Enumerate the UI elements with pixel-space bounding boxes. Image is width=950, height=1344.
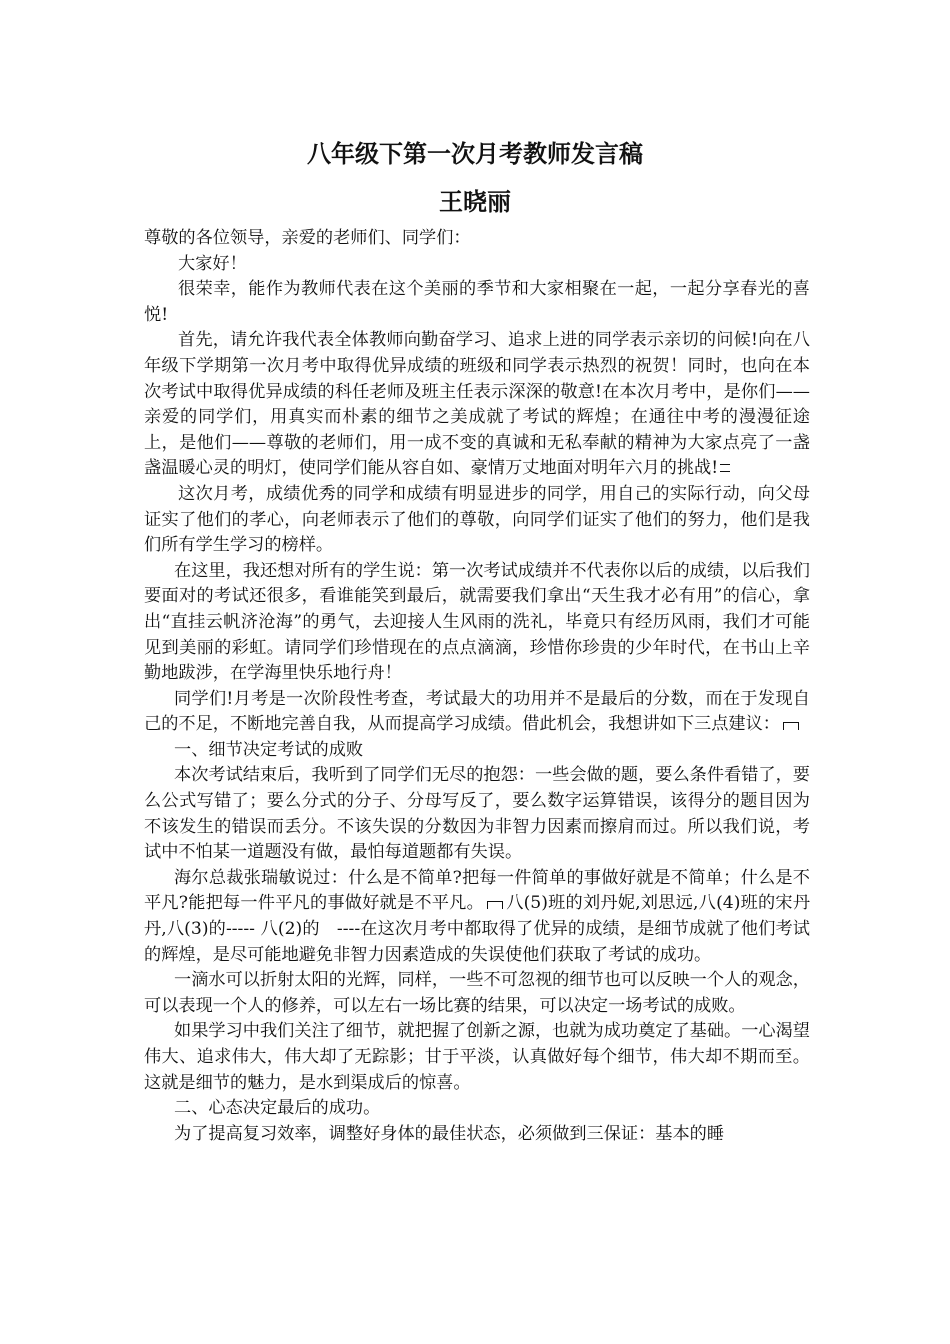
paragraph-9: 如果学习中我们关注了细节，就把握了创新之源，也就为成功奠定了基础。一心渴望伟大、追求伟大，伟大却了无踪影；甘于平淡，认真做好每个细节，伟大却不期而至。这就是细节的魅力，是水到渠成后的惊喜。 (144, 1021, 810, 1093)
paragraph-8: 一滴水可以折射太阳的光辉，同样，一些不可忽视的细节也可以反映一个人的观念，可以表现一个人的修养，可以左右一场比赛的结果，可以决定一场考试的成败。 (144, 970, 810, 1016)
paragraph-7 (144, 866, 810, 968)
paragraph-5 (144, 687, 810, 738)
document-body (144, 226, 810, 1147)
paragraph-5-text: 同学们!月考是一次阶段性考查，考试最大的功用并不是最后的分数，而在于发现自己的不足，不断地完善自我，从而提高学习成绩。借此机会，我想讲如下三点建议： (144, 688, 810, 735)
section-heading-2: 二、心态决定最后的成功。 (174, 1098, 381, 1119)
paragraph-2 (144, 328, 810, 482)
field-mark-icon (720, 464, 730, 472)
document-title: 八年级下第一次月考教师发言稿 (307, 140, 643, 168)
section-heading-1: 一、细节决定考试的成败 (174, 739, 364, 760)
paragraph-10: 为了提高复习效率，调整好身体的最佳状态，必须做到三保证：基本的睡 (174, 1123, 725, 1144)
paragraph-7-text-b: 八(5)班的刘丹妮,刘思远,八(4)班的宋丹丹,八(3)的----- 八(2)的 ----在这次月考中都取得了优异的成绩，是细节成就了他们考试的辉煌，是尽可能地避免非智力因素造成的失误使他们获取了考试的成功。 (144, 893, 811, 965)
author-name: 王晓丽 (439, 188, 511, 216)
bracket-mark-icon (487, 901, 503, 909)
paragraph-3: 这次月考，成绩优秀的同学和成绩有明显进步的同学，用自己的实际行动，向父母证实了他们的孝心，向老师表示了他们的尊敬，向同学们证实了他们的努力，他们是我们所有学生学习的榜样。 (144, 483, 810, 556)
paragraph-2-text: 首先，请允许我代表全体教师向勤奋学习、追求上进的同学表示亲切的问候!向在八年级下学期第一次月考中取得优异成绩的班级和同学表示热烈的祝贺！同时，也向在本次考试中取得优异成绩的科任老师及班主任表示深深的敬意!在本次月考中，是你们——亲爱的同学们，用真实而朴素的细节之美成就了考试的辉煌；在通往中考的漫漫征途上，是他们——尊敬的老师们，用一成不变的真诚和无私奉献的精神为大家点亮了一盏盏温暖心灵的明灯，使同学们能从容自如、豪情万丈地面对明年六月的挑战! (144, 330, 810, 479)
paragraph-4: 在这里，我还想对所有的学生说：第一次考试成绩并不代表你以后的成绩，以后我们要面对的考试还很多，看谁能笑到最后，就需要我们拿出“天生我才必有用”的信心，拿出“直挂云帆济沧海”的勇气，去迎接人生风雨的洗礼，毕竟只有经历风雨，我们才可能见到美丽的彩虹。请同学们珍惜现在的点点滴滴，珍惜你珍贵的少年时代，在书山上辛勤地跋涉，在学海里快乐地行舟！ (144, 560, 810, 684)
bracket-mark-icon (783, 722, 799, 730)
salutation: 尊敬的各位领导，亲爱的老师们、同学们： (144, 228, 471, 248)
paragraph-6: 本次考试结束后，我听到了同学们无尽的抱怨：一些会做的题，要么条件看错了，要么公式写错了；要么分式的分子、分母写反了，要么数字运算错误，该得分的题目因为不该发生的错误而丢分。不该失误的分数因为非智力因素而擦肩而过。所以我们说，考试中不怕某一道题没有做，最怕每道题都有失误。 (144, 765, 810, 863)
paragraph-1: 很荣幸，能作为教师代表在这个美丽的季节和大家相聚在一起，一起分享春光的喜悦! (144, 279, 810, 325)
greeting: 大家好！ (178, 253, 247, 274)
paragraph-7-text-a: 海尔总裁张瑞敏说过：什么是不简单?把每一件简单的事做好就是不简单；什么是不平凡?能把每一件平凡的事做好就是不平凡。 (144, 867, 810, 914)
